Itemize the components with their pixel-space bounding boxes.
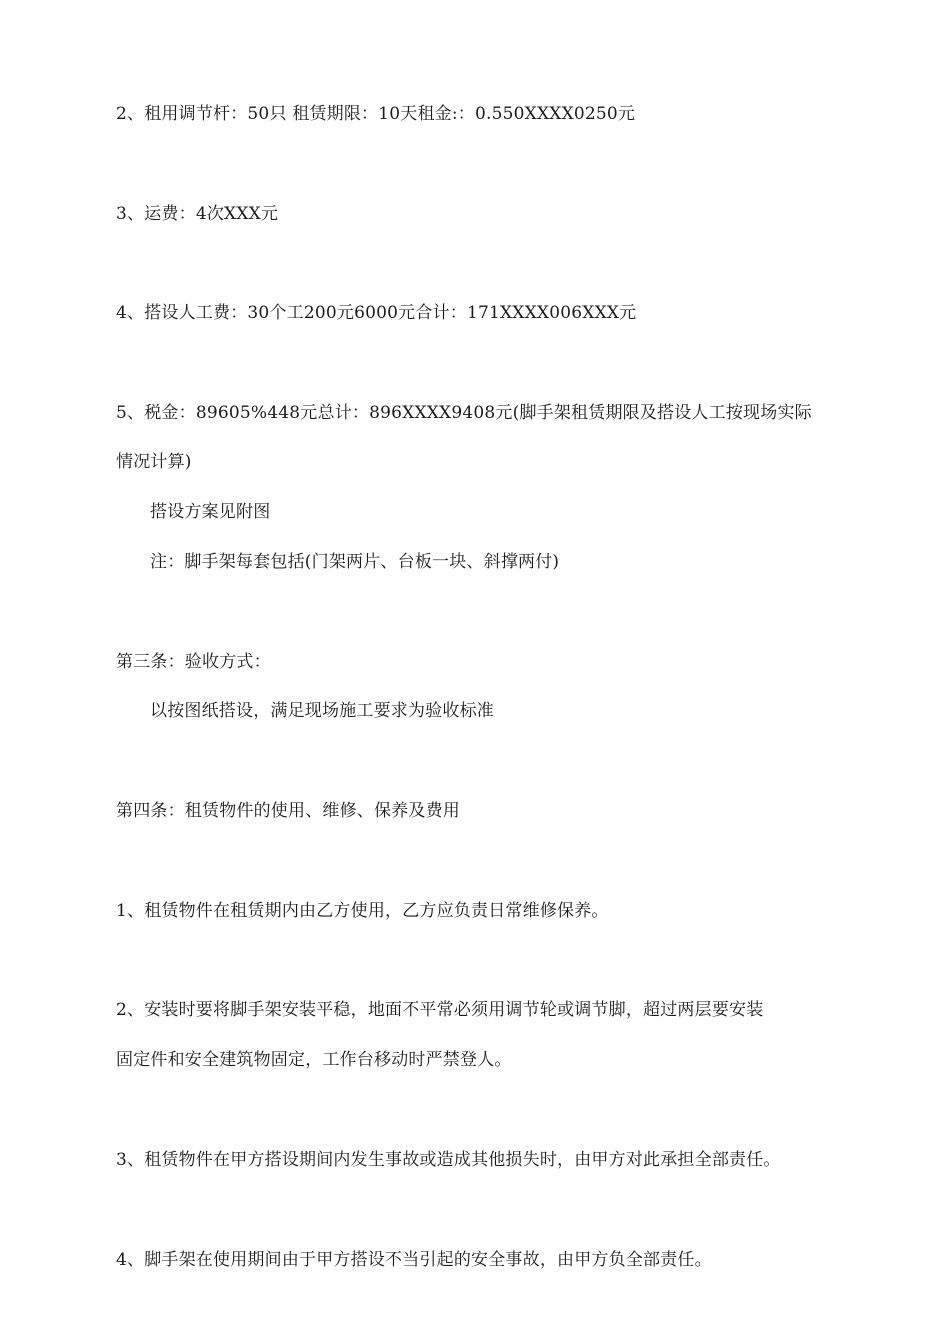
clause-4: 4、脚手架在使用期间由于甲方搭设不当引起的安全事故，由甲方负全部责任。: [116, 1250, 712, 1270]
clause-2: 2、安装时要将脚手架安装平稳，地面不平常必须用调节轮或调节脚，超过两层要安装: [116, 1000, 764, 1020]
item-4-labor-cost: 4、搭设人工费：30个工200元6000元合计：171XXXX006XXX元: [116, 303, 637, 323]
clause-3: 3、租赁物件在甲方搭设期间内发生事故或造成其他损失时，由甲方对此承担全部责任。: [116, 1150, 781, 1170]
item-5-tax: 5、税金：89605%448元总计：896XXXX9408元(脚手架租赁期限及搭设人工按现场实际: [116, 403, 812, 423]
scaffold-set-note: 注：脚手架每套包括(门架两片、台板一块、斜撑两付): [150, 552, 560, 572]
item-3-freight: 3、运费：4次XXX元: [116, 204, 279, 224]
article-3-heading: 第三条：验收方式：: [116, 652, 271, 672]
item-5-tax-continued: 情况计算): [116, 452, 192, 472]
scheme-note: 搭设方案见附图: [150, 502, 271, 522]
item-2-adjust-rod-rental: 2、租用调节杆：50只 租赁期限：10天租金:：0.550XXXX0250元: [116, 104, 636, 124]
acceptance-standard: 以按图纸搭设，满足现场施工要求为验收标准: [150, 701, 494, 721]
clause-1: 1、租赁物件在租赁期内由乙方使用，乙方应负责日常维修保养。: [116, 901, 609, 921]
clause-2-continued: 固定件和安全建筑物固定，工作台移动时严禁登人。: [116, 1050, 512, 1070]
article-4-heading: 第四条：租赁物件的使用、维修、保养及费用: [116, 801, 460, 821]
